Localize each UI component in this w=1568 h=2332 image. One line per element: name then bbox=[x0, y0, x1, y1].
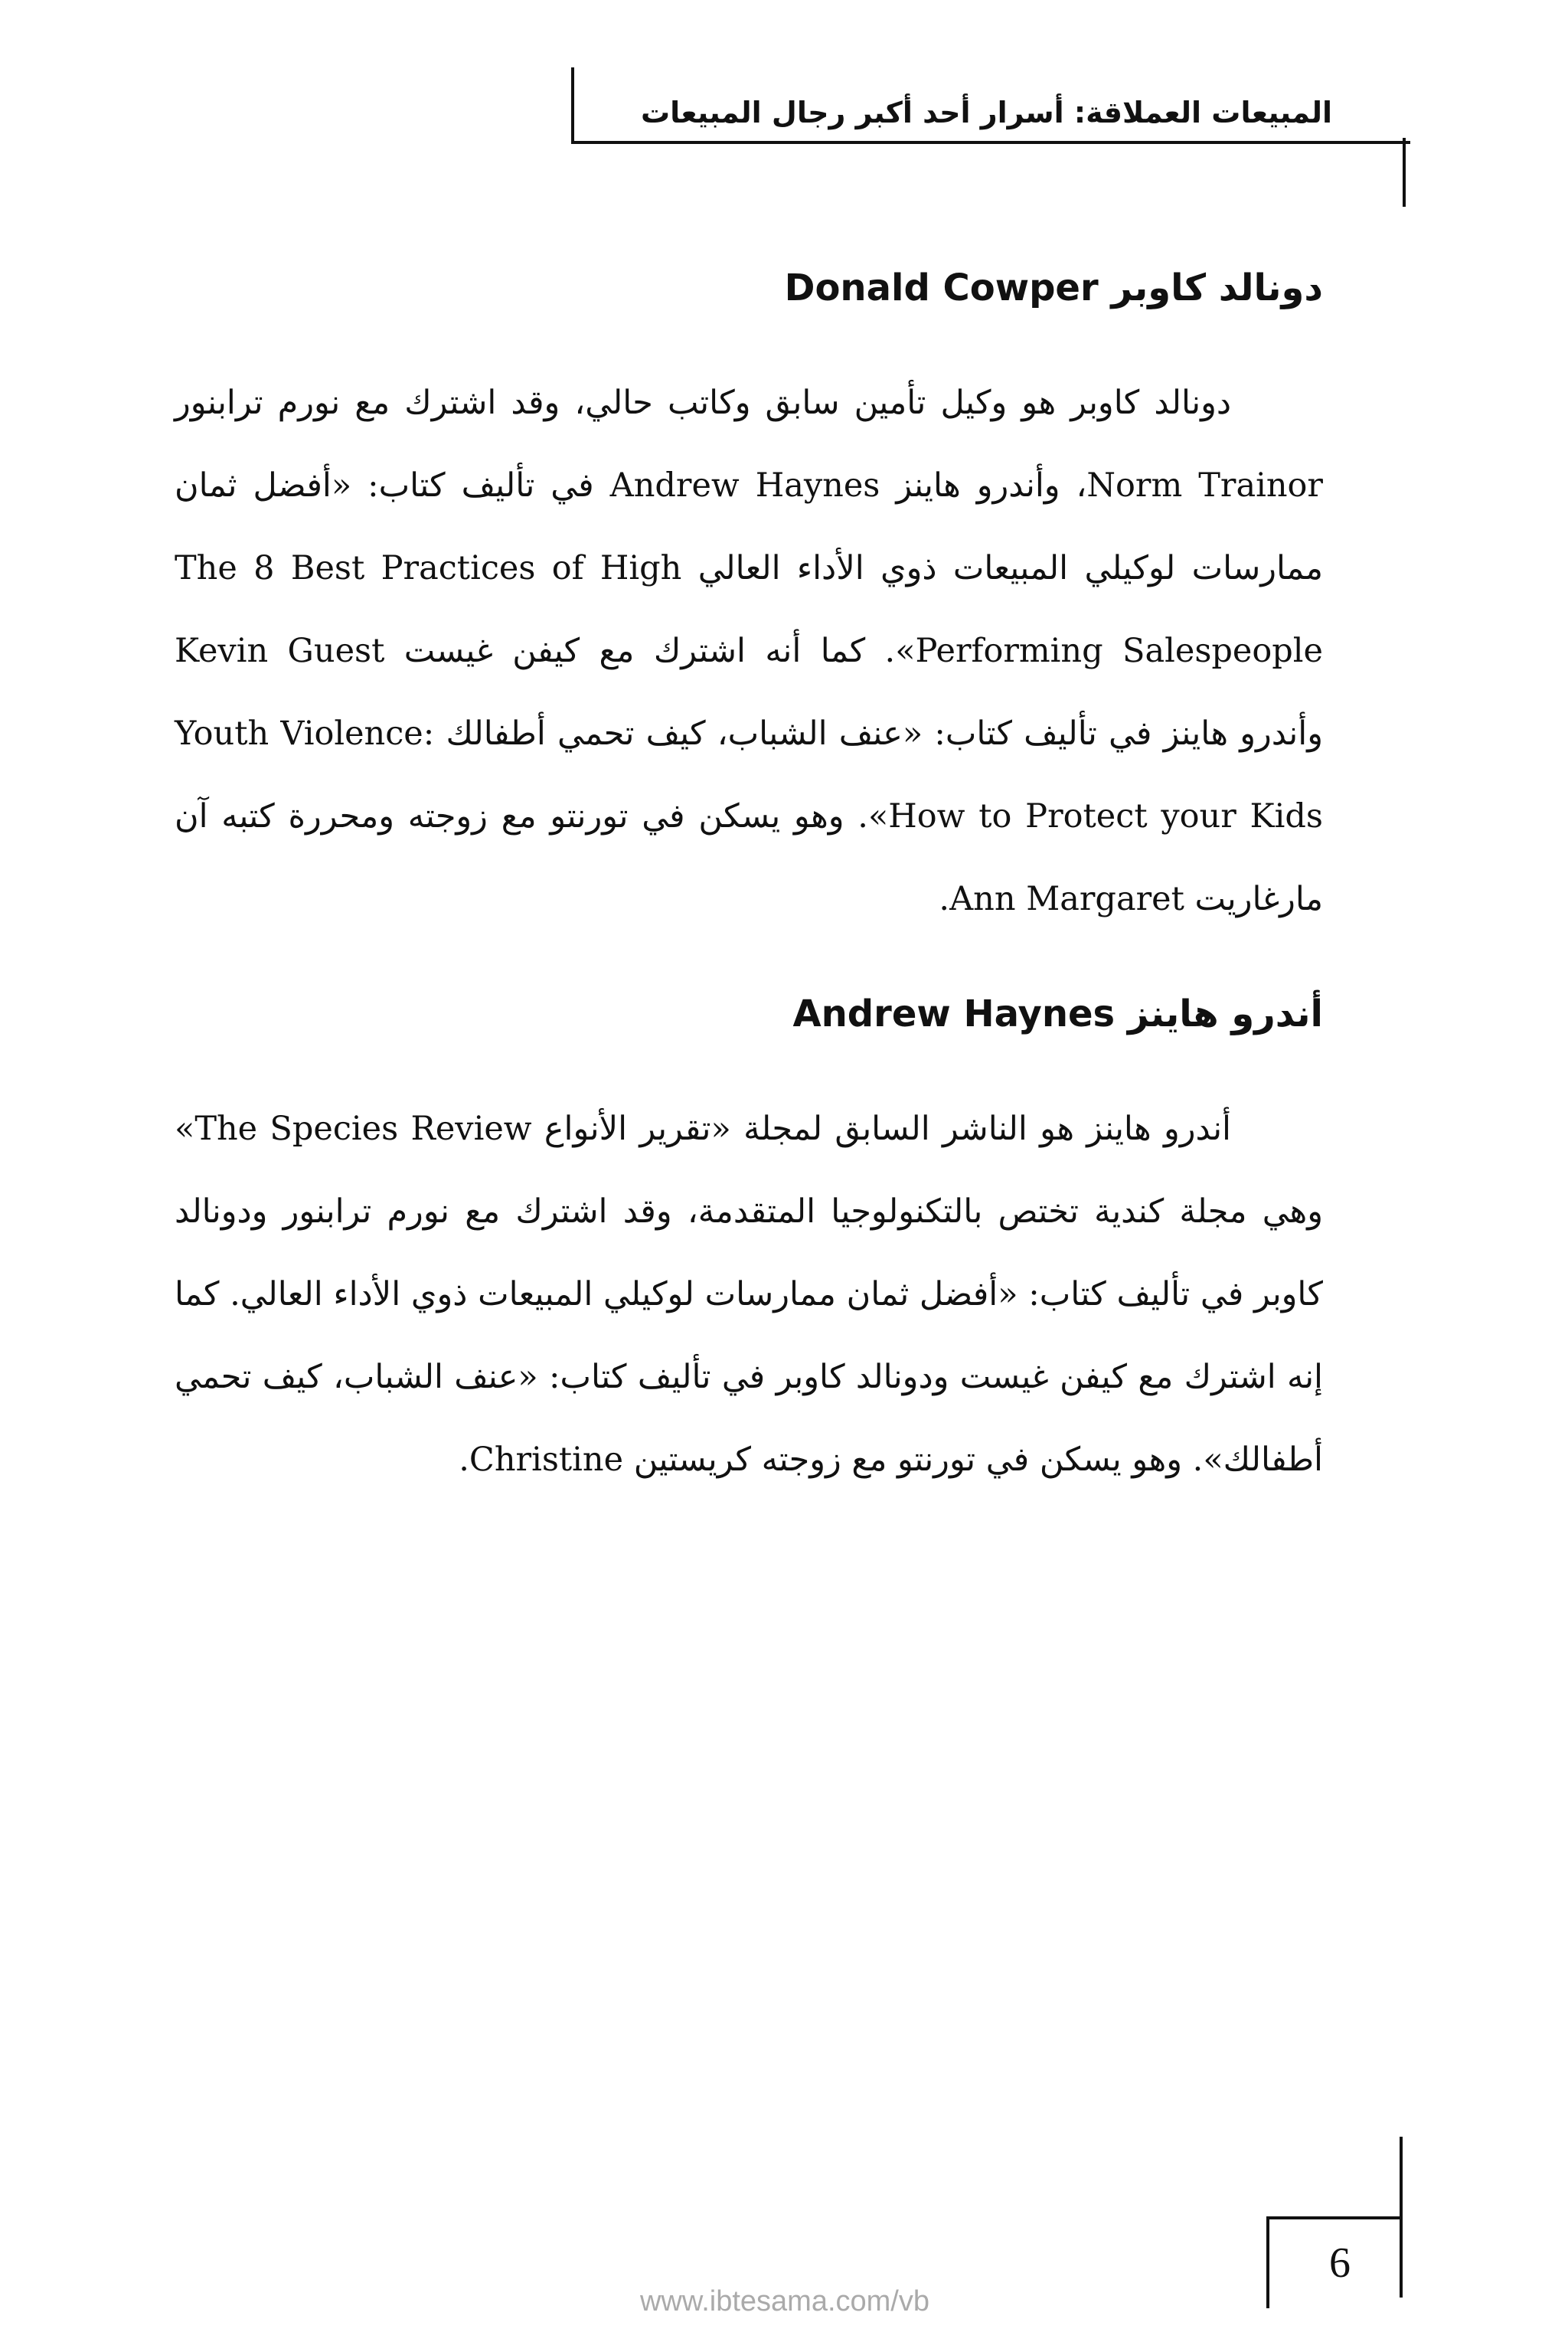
section-body-donald-cowper: دونالد كاوبر هو وكيل تأمين سابق وكاتب حالي، وقد اشترك مع نورم ترابنور Norm Trainor، وأندرو هاينز Andrew Haynes في تأليف كتاب: «أفضل ثمان ممارسات لوكيلي المبيعات ذوي الأداء العالي The 8 Best Practices of High Performing Salespeople». كما أنه اشترك مع كيفن غيست Kevin Guest وأندرو هاينز في تأليف كتاب: «عنف الشباب، كيف تحمي أطفالك Youth Violence: How to Protect your Kids». وهو يسكن في تورنتو مع زوجته ومحررة كتبه آن مارغاريت Ann Margaret. bbox=[175, 384, 1323, 918]
section-heading-andrew-haynes: Andrew Haynes أندرو هاينز bbox=[792, 993, 1323, 1035]
section-body-andrew-haynes: أندرو هاينز هو الناشر السابق لمجلة «تقرير الأنواع The Species Review» وهي مجلة كندية تختص بالتكنولوجيا المتقدمة، وقد اشترك مع نورم ترابنور ودونالد كاوبر في تأليف كتاب: «أفضل ثمان ممارسات لوكيلي المبيعات ذوي الأداء العالي. كما إنه اشترك مع كيفن غيست ودونالد كاوبر في تأليف كتاب: «عنف الشباب، كيف تحمي أطفالك». وهو يسكن في تورنتو مع زوجته كريستين Christine. bbox=[175, 1110, 1323, 1479]
header-rule bbox=[1403, 138, 1406, 207]
page-number-frame-horizontal bbox=[1266, 2216, 1403, 2219]
running-header-title: المبيعات العملاقة: أسرار أحد أكبر رجال المبيعات bbox=[640, 96, 1332, 129]
section-heading-donald-cowper: Donald Cowper دونالد كاوبر bbox=[784, 267, 1323, 309]
page-number-frame-left bbox=[1266, 2216, 1269, 2308]
footer-watermark-url[interactable]: www.ibtesama.com/vb bbox=[639, 2285, 929, 2317]
main-text-column bbox=[175, 260, 1323, 1501]
page-number: 6 bbox=[1329, 2239, 1351, 2287]
